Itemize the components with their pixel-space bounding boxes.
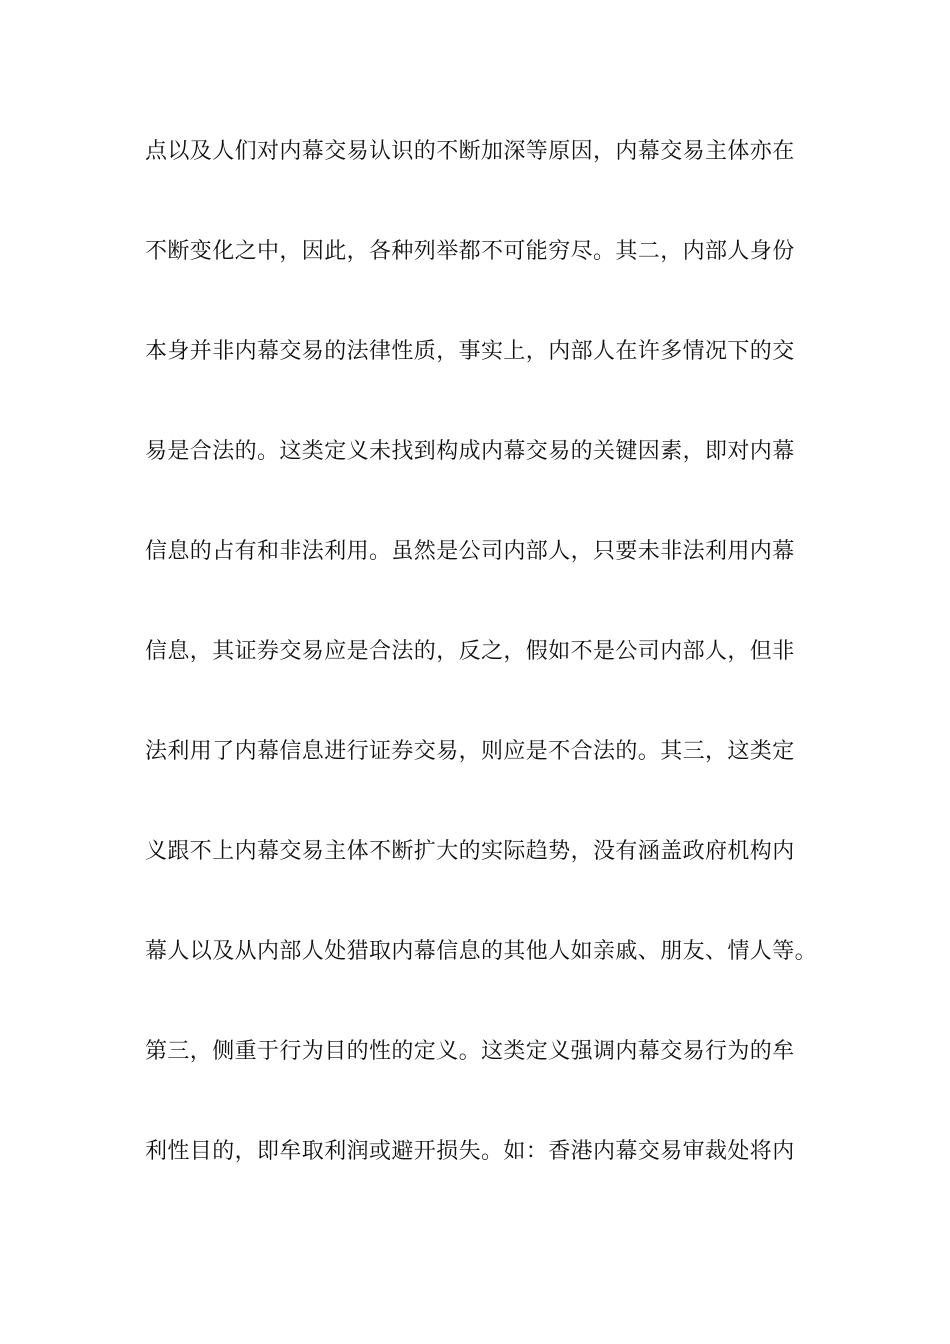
text-line: 点以及人们对内幕交易认识的不断加深等原因，内幕交易主体亦在 — [145, 139, 795, 164]
text-line: 利性目的，即牟取利润或避开损失。如：香港内幕交易审裁处将内 — [145, 1139, 795, 1164]
text-line: 易是合法的。这类定义未找到构成内幕交易的关键因素，即对内幕 — [145, 439, 795, 464]
text-line: 法利用了内幕信息进行证券交易，则应是不合法的。其三，这类定 — [145, 739, 795, 764]
text-line: 不断变化之中，因此，各种列举都不可能穷尽。其二，内部人身份 — [145, 239, 795, 264]
text-line: 幕人以及从内部人处猎取内幕信息的其他人如亲戚、朋友、情人等。 — [145, 939, 818, 964]
body-text — [145, 132, 835, 1232]
text-line: 义跟不上内幕交易主体不断扩大的实际趋势，没有涵盖政府机构内 — [145, 839, 795, 864]
text-line: 第三，侧重于行为目的性的定义。这类定义强调内幕交易行为的牟 — [145, 1039, 795, 1064]
text-line: 信息，其证券交易应是合法的，反之，假如不是公司内部人，但非 — [145, 639, 795, 664]
text-line: 信息的占有和非法利用。虽然是公司内部人，只要未非法利用内幕 — [145, 539, 795, 564]
text-line: 本身并非内幕交易的法律性质，事实上，内部人在许多情况下的交 — [145, 339, 795, 364]
